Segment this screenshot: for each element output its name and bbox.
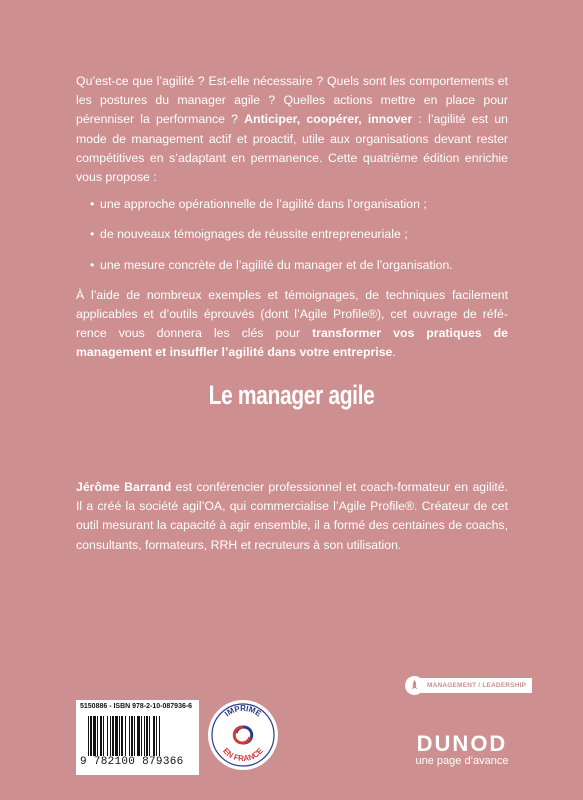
barcode-bar — [121, 716, 123, 756]
barcode-bar — [90, 716, 92, 756]
barcode-bar — [100, 716, 102, 756]
barcode-bar — [88, 716, 89, 756]
barcode-bar — [134, 716, 135, 756]
barcode-bar — [137, 716, 140, 756]
blurb-bold-phrase: Anticiper, coopérer, innover — [244, 112, 413, 127]
blurb-bold-phrase-2: transformer vos pratiques de management et insuffler l’agilité dans votre entreprise — [76, 326, 508, 360]
barcode-bar — [115, 716, 118, 756]
barcode-bar — [112, 716, 114, 756]
isbn-text: 5150886 - ISBN 978-2-10-087936-6 — [80, 703, 193, 710]
bullet-item: • une mesure concrète de l’agilité du manager et de l’organisation. — [76, 256, 508, 275]
barcode-bar — [141, 716, 142, 756]
barcode-bar — [146, 716, 148, 756]
barcode-image — [88, 716, 188, 756]
barcode-bar — [159, 716, 160, 756]
bullet-item: • une approche opérationnelle de l’agilité dans l’organisation ; — [76, 195, 508, 214]
seal-text-top: IMPRIMÉ — [222, 704, 263, 719]
blurb-bullet-list — [76, 195, 508, 275]
publisher-name: DUNOD — [416, 731, 508, 756]
author-bio-text: est conférencier professionnel et coach-formateur en agilité. Il a créé la société agil’OA, qui commercialise l’Agile Profile®. Créateur de cet outil mesurant la capacité à agir ensemble, il a formé des centaines de coachs, consultants, formateurs, RRH et recruteurs à son utilisation. — [76, 480, 508, 552]
collection-badge — [405, 676, 532, 695]
barcode-bar — [131, 716, 133, 756]
book-title: Le manager agile — [208, 380, 375, 410]
seal-text-bottom: EN FRANCE — [221, 746, 265, 764]
barcode-bar — [144, 716, 145, 756]
publisher-tagline: une page d’avance — [415, 755, 509, 767]
barcode-bar — [153, 716, 155, 756]
imprime-en-france-seal — [207, 699, 279, 771]
collection-label: MANAGEMENT / LEADERSHIP — [421, 678, 532, 693]
barcode-digits: 9 782100 879366 — [80, 756, 184, 768]
blurb-paragraph-2: À l’aide de nombreux exemples et témoignages, de techniques facilement applicables et d’outils éprouvés (dont l’Agile Profile®), cet ouvrage de réfé-rence vous donnera les clés pour transformer vos pratiques de management et insuffler l’agilité dans votre entreprise. — [76, 287, 508, 360]
barcode-bar — [93, 716, 96, 756]
barcode-bar — [156, 716, 157, 756]
barcode-bar — [125, 716, 126, 756]
barcode-bar — [129, 716, 130, 756]
blurb-paragraph-1: Qu’est-ce que l’agilité ? Est-elle nécessaire ? Quels sont les comportements et les postures du manager agile ? Quelles actions mettre en place pour pérenniser la performance ? Anticiper, coopérer, innover : l’agilité est un mode de management actif et proactif, utile aux organisations devant rester compétitives en s’adaptant en permanence. Cette quatrième édition enrichie vous propose : — [76, 74, 509, 185]
barcode-bar — [97, 716, 98, 756]
barcode-box — [76, 700, 199, 775]
barcode-bar — [103, 716, 104, 756]
author-bio — [76, 478, 508, 555]
barcode-bar — [149, 716, 150, 756]
bullet-item: • de nouveaux témoignages de réussite entrepreneuriale ; — [76, 225, 508, 244]
back-cover-blurb — [76, 72, 508, 363]
barcode-bar — [110, 716, 111, 756]
publisher-logo — [414, 733, 510, 768]
barcode-bar — [119, 716, 120, 756]
barcode-bar — [107, 716, 108, 756]
author-name: Jérôme Barrand — [76, 480, 172, 494]
